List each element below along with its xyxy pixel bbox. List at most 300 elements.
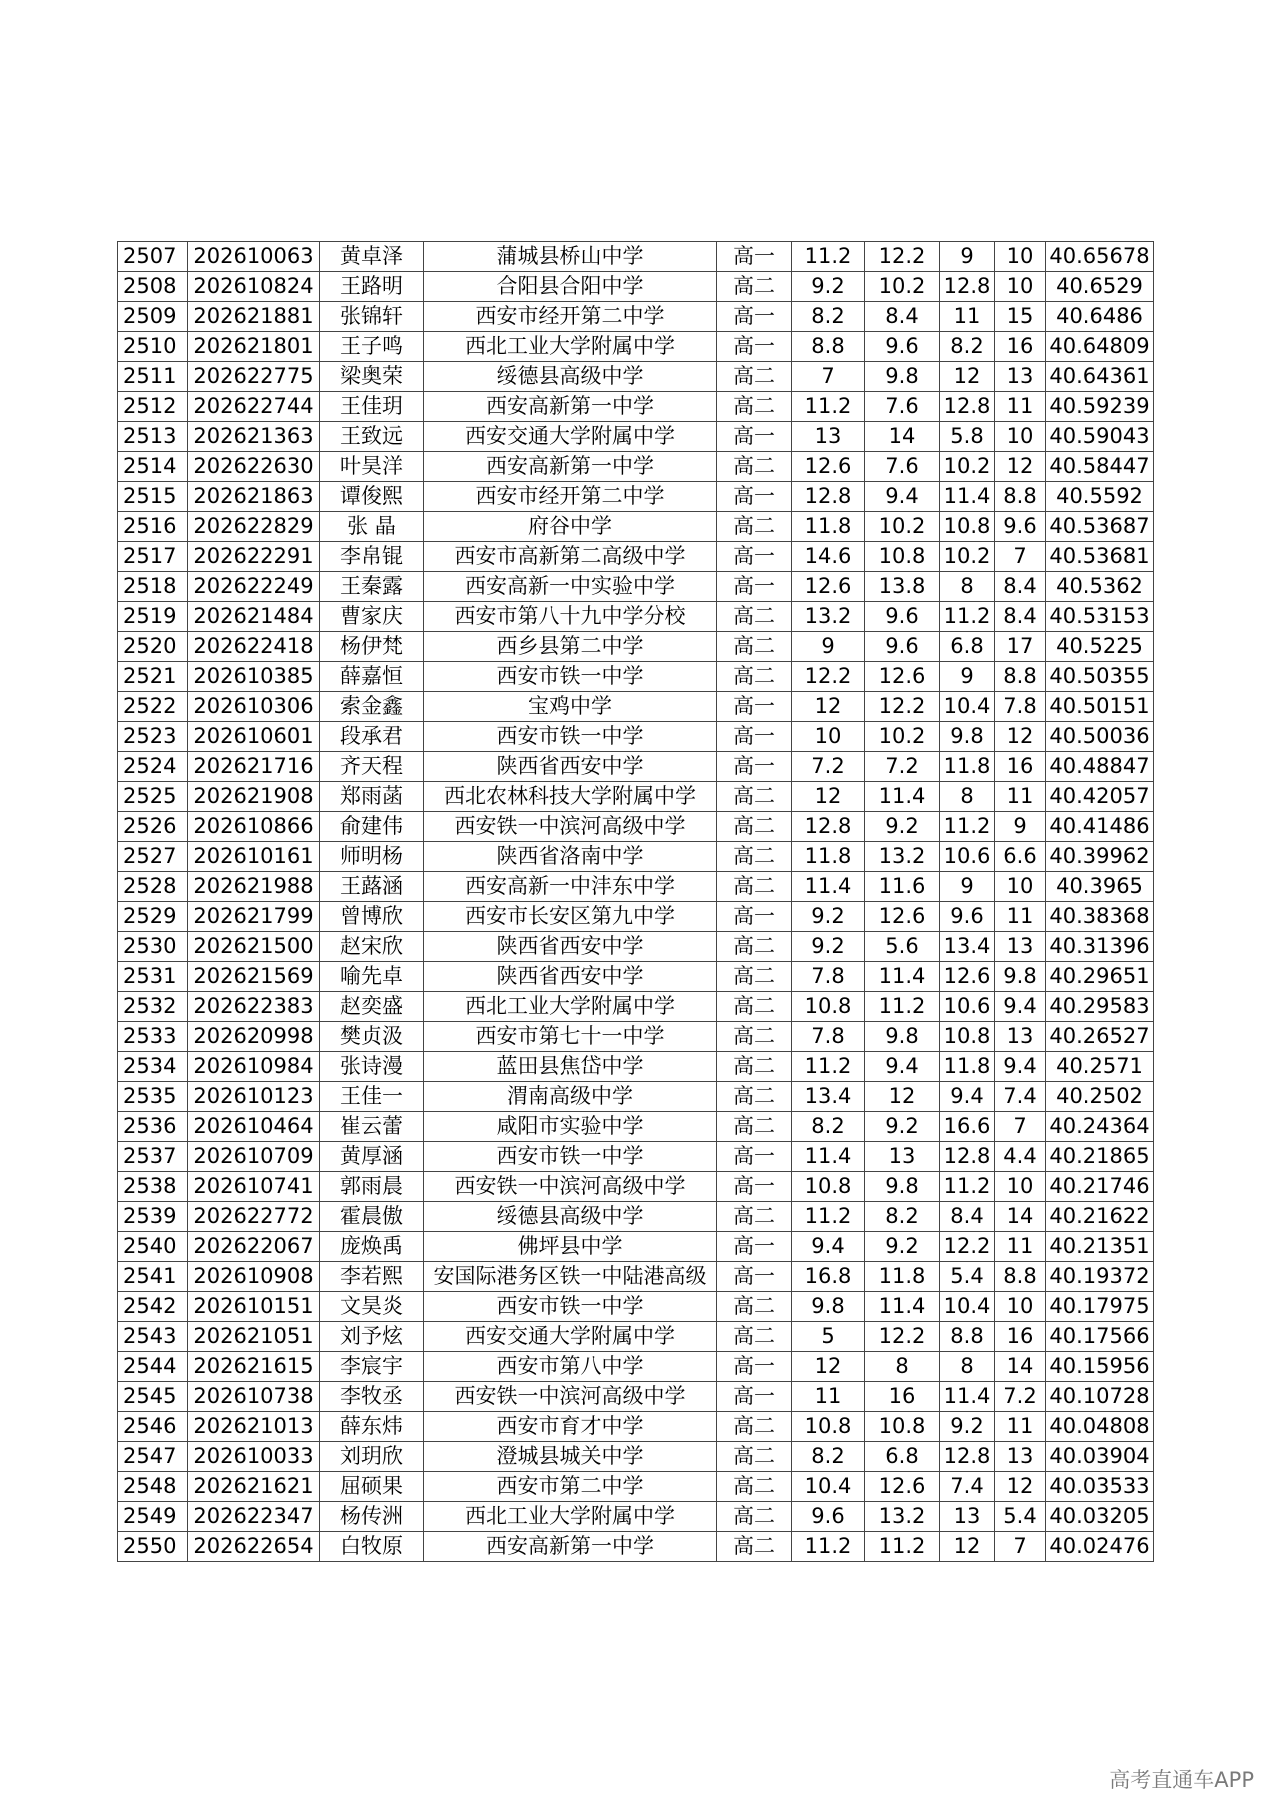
score1-cell: 9.2 bbox=[792, 272, 865, 302]
grade-cell: 高二 bbox=[717, 362, 792, 392]
grade-cell: 高一 bbox=[717, 242, 792, 272]
score3-cell: 12.8 bbox=[940, 272, 995, 302]
total-score-cell: 40.15956 bbox=[1046, 1352, 1154, 1382]
score2-cell: 5.6 bbox=[865, 932, 940, 962]
score2-cell: 9.4 bbox=[865, 1052, 940, 1082]
name-cell: 杨传洲 bbox=[320, 1502, 424, 1532]
student-id-cell: 202610385 bbox=[188, 662, 320, 692]
score1-cell: 11.2 bbox=[792, 1052, 865, 1082]
rank-cell: 2528 bbox=[118, 872, 188, 902]
grade-cell: 高二 bbox=[717, 1472, 792, 1502]
name-cell: 曾博欣 bbox=[320, 902, 424, 932]
name-cell: 郑雨菡 bbox=[320, 782, 424, 812]
total-score-cell: 40.26527 bbox=[1046, 1022, 1154, 1052]
score1-cell: 9.2 bbox=[792, 902, 865, 932]
score3-cell: 12.8 bbox=[940, 1142, 995, 1172]
grade-cell: 高一 bbox=[717, 722, 792, 752]
grade-cell: 高二 bbox=[717, 1082, 792, 1112]
score3-cell: 12.2 bbox=[940, 1232, 995, 1262]
score1-cell: 16.8 bbox=[792, 1262, 865, 1292]
table-row bbox=[118, 362, 1154, 392]
student-id-cell: 202610824 bbox=[188, 272, 320, 302]
score1-cell: 11.2 bbox=[792, 392, 865, 422]
table-row bbox=[118, 1352, 1154, 1382]
student-id-cell: 202621363 bbox=[188, 422, 320, 452]
grade-cell: 高二 bbox=[717, 512, 792, 542]
grade-cell: 高二 bbox=[717, 1322, 792, 1352]
score3-cell: 11.2 bbox=[940, 602, 995, 632]
score2-cell: 13 bbox=[865, 1142, 940, 1172]
total-score-cell: 40.64809 bbox=[1046, 332, 1154, 362]
table-row bbox=[118, 992, 1154, 1022]
rank-cell: 2544 bbox=[118, 1352, 188, 1382]
score1-cell: 9.4 bbox=[792, 1232, 865, 1262]
grade-cell: 高二 bbox=[717, 452, 792, 482]
grade-cell: 高一 bbox=[717, 692, 792, 722]
rank-cell: 2511 bbox=[118, 362, 188, 392]
score1-cell: 12 bbox=[792, 782, 865, 812]
score1-cell: 8.2 bbox=[792, 1442, 865, 1472]
school-cell: 陕西省西安中学 bbox=[424, 752, 717, 782]
table-row bbox=[118, 752, 1154, 782]
school-cell: 蒲城县桥山中学 bbox=[424, 242, 717, 272]
total-score-cell: 40.31396 bbox=[1046, 932, 1154, 962]
school-cell: 西安高新第一中学 bbox=[424, 1532, 717, 1562]
score1-cell: 10.8 bbox=[792, 992, 865, 1022]
rank-cell: 2545 bbox=[118, 1382, 188, 1412]
student-id-cell: 202621569 bbox=[188, 962, 320, 992]
score2-cell: 10.2 bbox=[865, 272, 940, 302]
school-cell: 西安交通大学附属中学 bbox=[424, 422, 717, 452]
total-score-cell: 40.2502 bbox=[1046, 1082, 1154, 1112]
school-cell: 西安铁一中滨河高级中学 bbox=[424, 1382, 717, 1412]
score1-cell: 12.8 bbox=[792, 482, 865, 512]
score2-cell: 9.6 bbox=[865, 332, 940, 362]
rank-cell: 2542 bbox=[118, 1292, 188, 1322]
school-cell: 蓝田县焦岱中学 bbox=[424, 1052, 717, 1082]
name-cell: 张锦轩 bbox=[320, 302, 424, 332]
name-cell: 王路明 bbox=[320, 272, 424, 302]
name-cell: 屈硕果 bbox=[320, 1472, 424, 1502]
score1-cell: 8.8 bbox=[792, 332, 865, 362]
score2-cell: 11.4 bbox=[865, 962, 940, 992]
score1-cell: 12.2 bbox=[792, 662, 865, 692]
score1-cell: 9.2 bbox=[792, 932, 865, 962]
score3-cell: 10.6 bbox=[940, 842, 995, 872]
score3-cell: 9.2 bbox=[940, 1412, 995, 1442]
score1-cell: 10.8 bbox=[792, 1172, 865, 1202]
grade-cell: 高一 bbox=[717, 302, 792, 332]
student-id-cell: 202610033 bbox=[188, 1442, 320, 1472]
table-row bbox=[118, 302, 1154, 332]
name-cell: 李若熙 bbox=[320, 1262, 424, 1292]
school-cell: 佛坪县中学 bbox=[424, 1232, 717, 1262]
score4-cell: 10 bbox=[995, 1292, 1046, 1322]
total-score-cell: 40.41486 bbox=[1046, 812, 1154, 842]
school-cell: 西北农林科技大学附属中学 bbox=[424, 782, 717, 812]
score4-cell: 10 bbox=[995, 872, 1046, 902]
score4-cell: 11 bbox=[995, 392, 1046, 422]
school-cell: 西安高新一中沣东中学 bbox=[424, 872, 717, 902]
school-cell: 咸阳市实验中学 bbox=[424, 1112, 717, 1142]
table-row bbox=[118, 242, 1154, 272]
student-id-cell: 202621799 bbox=[188, 902, 320, 932]
score2-cell: 11.4 bbox=[865, 1292, 940, 1322]
table-row bbox=[118, 782, 1154, 812]
rank-cell: 2522 bbox=[118, 692, 188, 722]
student-id-cell: 202610741 bbox=[188, 1172, 320, 1202]
score4-cell: 17 bbox=[995, 632, 1046, 662]
grade-cell: 高二 bbox=[717, 272, 792, 302]
rank-cell: 2518 bbox=[118, 572, 188, 602]
name-cell: 薛嘉恒 bbox=[320, 662, 424, 692]
score4-cell: 9.8 bbox=[995, 962, 1046, 992]
name-cell: 杨伊梵 bbox=[320, 632, 424, 662]
table-row bbox=[118, 512, 1154, 542]
score2-cell: 12.2 bbox=[865, 242, 940, 272]
rank-cell: 2546 bbox=[118, 1412, 188, 1442]
table-row bbox=[118, 722, 1154, 752]
score2-cell: 7.6 bbox=[865, 452, 940, 482]
score2-cell: 12.2 bbox=[865, 692, 940, 722]
grade-cell: 高一 bbox=[717, 752, 792, 782]
grade-cell: 高二 bbox=[717, 1412, 792, 1442]
score1-cell: 10.8 bbox=[792, 1412, 865, 1442]
total-score-cell: 40.3965 bbox=[1046, 872, 1154, 902]
name-cell: 赵宋欣 bbox=[320, 932, 424, 962]
student-id-cell: 202610866 bbox=[188, 812, 320, 842]
school-cell: 西安市经开第二中学 bbox=[424, 302, 717, 332]
score1-cell: 7 bbox=[792, 362, 865, 392]
total-score-cell: 40.53681 bbox=[1046, 542, 1154, 572]
student-id-cell: 202622775 bbox=[188, 362, 320, 392]
total-score-cell: 40.17566 bbox=[1046, 1322, 1154, 1352]
name-cell: 赵奕盛 bbox=[320, 992, 424, 1022]
school-cell: 安国际港务区铁一中陆港高级 bbox=[424, 1262, 717, 1292]
score4-cell: 10 bbox=[995, 272, 1046, 302]
rank-cell: 2541 bbox=[118, 1262, 188, 1292]
score4-cell: 8.8 bbox=[995, 662, 1046, 692]
name-cell: 齐天程 bbox=[320, 752, 424, 782]
score3-cell: 10.4 bbox=[940, 1292, 995, 1322]
rank-cell: 2525 bbox=[118, 782, 188, 812]
table-row bbox=[118, 422, 1154, 452]
score-table-body bbox=[118, 242, 1154, 1562]
total-score-cell: 40.53687 bbox=[1046, 512, 1154, 542]
name-cell: 叶昊洋 bbox=[320, 452, 424, 482]
rank-cell: 2520 bbox=[118, 632, 188, 662]
student-id-cell: 202610738 bbox=[188, 1382, 320, 1412]
score3-cell: 6.8 bbox=[940, 632, 995, 662]
name-cell: 梁奥荣 bbox=[320, 362, 424, 392]
total-score-cell: 40.58447 bbox=[1046, 452, 1154, 482]
score3-cell: 11.8 bbox=[940, 752, 995, 782]
score2-cell: 8 bbox=[865, 1352, 940, 1382]
student-id-cell: 202621988 bbox=[188, 872, 320, 902]
rank-cell: 2539 bbox=[118, 1202, 188, 1232]
score2-cell: 13.2 bbox=[865, 1502, 940, 1532]
school-cell: 西北工业大学附属中学 bbox=[424, 1502, 717, 1532]
table-row bbox=[118, 1322, 1154, 1352]
school-cell: 西安市经开第二中学 bbox=[424, 482, 717, 512]
score4-cell: 12 bbox=[995, 1472, 1046, 1502]
table-row bbox=[118, 1232, 1154, 1262]
student-id-cell: 202622654 bbox=[188, 1532, 320, 1562]
score4-cell: 13 bbox=[995, 932, 1046, 962]
name-cell: 索金鑫 bbox=[320, 692, 424, 722]
score4-cell: 11 bbox=[995, 1412, 1046, 1442]
name-cell: 王佳玥 bbox=[320, 392, 424, 422]
grade-cell: 高一 bbox=[717, 1172, 792, 1202]
total-score-cell: 40.38368 bbox=[1046, 902, 1154, 932]
score1-cell: 7.8 bbox=[792, 1022, 865, 1052]
school-cell: 西安市第八十九中学分校 bbox=[424, 602, 717, 632]
score3-cell: 11.4 bbox=[940, 482, 995, 512]
rank-cell: 2514 bbox=[118, 452, 188, 482]
score1-cell: 10 bbox=[792, 722, 865, 752]
score4-cell: 12 bbox=[995, 722, 1046, 752]
grade-cell: 高二 bbox=[717, 1052, 792, 1082]
total-score-cell: 40.5592 bbox=[1046, 482, 1154, 512]
student-id-cell: 202622630 bbox=[188, 452, 320, 482]
score2-cell: 12 bbox=[865, 1082, 940, 1112]
score3-cell: 11.2 bbox=[940, 1172, 995, 1202]
grade-cell: 高二 bbox=[717, 932, 792, 962]
rank-cell: 2536 bbox=[118, 1112, 188, 1142]
name-cell: 樊贞汲 bbox=[320, 1022, 424, 1052]
score2-cell: 12.6 bbox=[865, 902, 940, 932]
total-score-cell: 40.50151 bbox=[1046, 692, 1154, 722]
score3-cell: 9 bbox=[940, 242, 995, 272]
grade-cell: 高二 bbox=[717, 1292, 792, 1322]
score2-cell: 12.2 bbox=[865, 1322, 940, 1352]
score2-cell: 13.2 bbox=[865, 842, 940, 872]
grade-cell: 高二 bbox=[717, 1532, 792, 1562]
score3-cell: 11.2 bbox=[940, 812, 995, 842]
total-score-cell: 40.21351 bbox=[1046, 1232, 1154, 1262]
table-row bbox=[118, 1472, 1154, 1502]
score1-cell: 9 bbox=[792, 632, 865, 662]
score2-cell: 9.6 bbox=[865, 632, 940, 662]
score3-cell: 9 bbox=[940, 662, 995, 692]
student-id-cell: 202620998 bbox=[188, 1022, 320, 1052]
score2-cell: 13.8 bbox=[865, 572, 940, 602]
rank-cell: 2531 bbox=[118, 962, 188, 992]
school-cell: 西安市高新第二高级中学 bbox=[424, 542, 717, 572]
grade-cell: 高二 bbox=[717, 812, 792, 842]
name-cell: 张诗漫 bbox=[320, 1052, 424, 1082]
rank-cell: 2523 bbox=[118, 722, 188, 752]
name-cell: 霍晨傲 bbox=[320, 1202, 424, 1232]
school-cell: 西安铁一中滨河高级中学 bbox=[424, 812, 717, 842]
name-cell: 黄卓泽 bbox=[320, 242, 424, 272]
score1-cell: 11.4 bbox=[792, 872, 865, 902]
score-table bbox=[117, 241, 1154, 1562]
rank-cell: 2526 bbox=[118, 812, 188, 842]
score4-cell: 8.8 bbox=[995, 1262, 1046, 1292]
grade-cell: 高二 bbox=[717, 1442, 792, 1472]
school-cell: 西安高新第一中学 bbox=[424, 452, 717, 482]
total-score-cell: 40.17975 bbox=[1046, 1292, 1154, 1322]
score4-cell: 12 bbox=[995, 452, 1046, 482]
score3-cell: 8 bbox=[940, 572, 995, 602]
student-id-cell: 202621908 bbox=[188, 782, 320, 812]
student-id-cell: 202610306 bbox=[188, 692, 320, 722]
school-cell: 西北工业大学附属中学 bbox=[424, 332, 717, 362]
score3-cell: 5.4 bbox=[940, 1262, 995, 1292]
school-cell: 西安高新第一中学 bbox=[424, 392, 717, 422]
score4-cell: 11 bbox=[995, 782, 1046, 812]
name-cell: 文昊炎 bbox=[320, 1292, 424, 1322]
school-cell: 西乡县第二中学 bbox=[424, 632, 717, 662]
name-cell: 喻先卓 bbox=[320, 962, 424, 992]
total-score-cell: 40.5225 bbox=[1046, 632, 1154, 662]
total-score-cell: 40.5362 bbox=[1046, 572, 1154, 602]
table-row bbox=[118, 692, 1154, 722]
table-row bbox=[118, 962, 1154, 992]
score3-cell: 10.8 bbox=[940, 1022, 995, 1052]
name-cell: 张 晶 bbox=[320, 512, 424, 542]
student-id-cell: 202610151 bbox=[188, 1292, 320, 1322]
score4-cell: 11 bbox=[995, 902, 1046, 932]
score4-cell: 7.4 bbox=[995, 1082, 1046, 1112]
score4-cell: 7 bbox=[995, 542, 1046, 572]
score4-cell: 9 bbox=[995, 812, 1046, 842]
score1-cell: 11.8 bbox=[792, 842, 865, 872]
table-row bbox=[118, 542, 1154, 572]
score4-cell: 5.4 bbox=[995, 1502, 1046, 1532]
table-row bbox=[118, 842, 1154, 872]
student-id-cell: 202610161 bbox=[188, 842, 320, 872]
total-score-cell: 40.64361 bbox=[1046, 362, 1154, 392]
total-score-cell: 40.29583 bbox=[1046, 992, 1154, 1022]
rank-cell: 2510 bbox=[118, 332, 188, 362]
score2-cell: 9.8 bbox=[865, 362, 940, 392]
name-cell: 李帛锟 bbox=[320, 542, 424, 572]
total-score-cell: 40.59043 bbox=[1046, 422, 1154, 452]
rank-cell: 2543 bbox=[118, 1322, 188, 1352]
school-cell: 西安市铁一中学 bbox=[424, 1142, 717, 1172]
score2-cell: 11.4 bbox=[865, 782, 940, 812]
student-id-cell: 202622249 bbox=[188, 572, 320, 602]
score3-cell: 8.2 bbox=[940, 332, 995, 362]
grade-cell: 高一 bbox=[717, 332, 792, 362]
score1-cell: 11.8 bbox=[792, 512, 865, 542]
grade-cell: 高二 bbox=[717, 602, 792, 632]
student-id-cell: 202610709 bbox=[188, 1142, 320, 1172]
score1-cell: 10.4 bbox=[792, 1472, 865, 1502]
score1-cell: 5 bbox=[792, 1322, 865, 1352]
score4-cell: 11 bbox=[995, 1232, 1046, 1262]
score3-cell: 12.6 bbox=[940, 962, 995, 992]
student-id-cell: 202622744 bbox=[188, 392, 320, 422]
score1-cell: 11.4 bbox=[792, 1142, 865, 1172]
score1-cell: 14.6 bbox=[792, 542, 865, 572]
grade-cell: 高一 bbox=[717, 1142, 792, 1172]
rank-cell: 2508 bbox=[118, 272, 188, 302]
score4-cell: 7.8 bbox=[995, 692, 1046, 722]
watermark: 高考直通车APP bbox=[1109, 1768, 1254, 1792]
student-id-cell: 202622383 bbox=[188, 992, 320, 1022]
score3-cell: 12 bbox=[940, 1532, 995, 1562]
total-score-cell: 40.03533 bbox=[1046, 1472, 1154, 1502]
score2-cell: 12.6 bbox=[865, 662, 940, 692]
student-id-cell: 202622347 bbox=[188, 1502, 320, 1532]
rank-cell: 2532 bbox=[118, 992, 188, 1022]
rank-cell: 2540 bbox=[118, 1232, 188, 1262]
table-row bbox=[118, 572, 1154, 602]
student-id-cell: 202622772 bbox=[188, 1202, 320, 1232]
score4-cell: 8.8 bbox=[995, 482, 1046, 512]
score3-cell: 8 bbox=[940, 1352, 995, 1382]
rank-cell: 2515 bbox=[118, 482, 188, 512]
school-cell: 宝鸡中学 bbox=[424, 692, 717, 722]
score3-cell: 12.8 bbox=[940, 1442, 995, 1472]
grade-cell: 高二 bbox=[717, 1022, 792, 1052]
score2-cell: 9.8 bbox=[865, 1172, 940, 1202]
score1-cell: 9.8 bbox=[792, 1292, 865, 1322]
score4-cell: 4.4 bbox=[995, 1142, 1046, 1172]
score2-cell: 9.2 bbox=[865, 812, 940, 842]
name-cell: 白牧原 bbox=[320, 1532, 424, 1562]
score2-cell: 8.2 bbox=[865, 1202, 940, 1232]
score1-cell: 9.6 bbox=[792, 1502, 865, 1532]
student-id-cell: 202621615 bbox=[188, 1352, 320, 1382]
student-id-cell: 202610123 bbox=[188, 1082, 320, 1112]
grade-cell: 高二 bbox=[717, 392, 792, 422]
school-cell: 西安市铁一中学 bbox=[424, 1292, 717, 1322]
score2-cell: 11.6 bbox=[865, 872, 940, 902]
score3-cell: 10.2 bbox=[940, 542, 995, 572]
name-cell: 刘玥欣 bbox=[320, 1442, 424, 1472]
score4-cell: 8.4 bbox=[995, 572, 1046, 602]
score3-cell: 11 bbox=[940, 302, 995, 332]
score3-cell: 12.8 bbox=[940, 392, 995, 422]
total-score-cell: 40.2571 bbox=[1046, 1052, 1154, 1082]
student-id-cell: 202610464 bbox=[188, 1112, 320, 1142]
school-cell: 西北工业大学附属中学 bbox=[424, 992, 717, 1022]
total-score-cell: 40.50036 bbox=[1046, 722, 1154, 752]
table-row bbox=[118, 632, 1154, 662]
school-cell: 西安市第八中学 bbox=[424, 1352, 717, 1382]
school-cell: 陕西省西安中学 bbox=[424, 932, 717, 962]
score4-cell: 13 bbox=[995, 1442, 1046, 1472]
name-cell: 崔云蕾 bbox=[320, 1112, 424, 1142]
score4-cell: 6.6 bbox=[995, 842, 1046, 872]
student-id-cell: 202621621 bbox=[188, 1472, 320, 1502]
school-cell: 西安市第七十一中学 bbox=[424, 1022, 717, 1052]
score2-cell: 10.2 bbox=[865, 512, 940, 542]
total-score-cell: 40.6486 bbox=[1046, 302, 1154, 332]
grade-cell: 高二 bbox=[717, 1112, 792, 1142]
score2-cell: 11.2 bbox=[865, 1532, 940, 1562]
school-cell: 西安市育才中学 bbox=[424, 1412, 717, 1442]
total-score-cell: 40.03205 bbox=[1046, 1502, 1154, 1532]
score4-cell: 16 bbox=[995, 1322, 1046, 1352]
score4-cell: 9.4 bbox=[995, 1052, 1046, 1082]
score3-cell: 12 bbox=[940, 362, 995, 392]
student-id-cell: 202621801 bbox=[188, 332, 320, 362]
table-row bbox=[118, 902, 1154, 932]
score3-cell: 11.4 bbox=[940, 1382, 995, 1412]
student-id-cell: 202621500 bbox=[188, 932, 320, 962]
total-score-cell: 40.21622 bbox=[1046, 1202, 1154, 1232]
score3-cell: 10.6 bbox=[940, 992, 995, 1022]
score3-cell: 13 bbox=[940, 1502, 995, 1532]
total-score-cell: 40.50355 bbox=[1046, 662, 1154, 692]
score2-cell: 11.2 bbox=[865, 992, 940, 1022]
score4-cell: 10 bbox=[995, 1172, 1046, 1202]
